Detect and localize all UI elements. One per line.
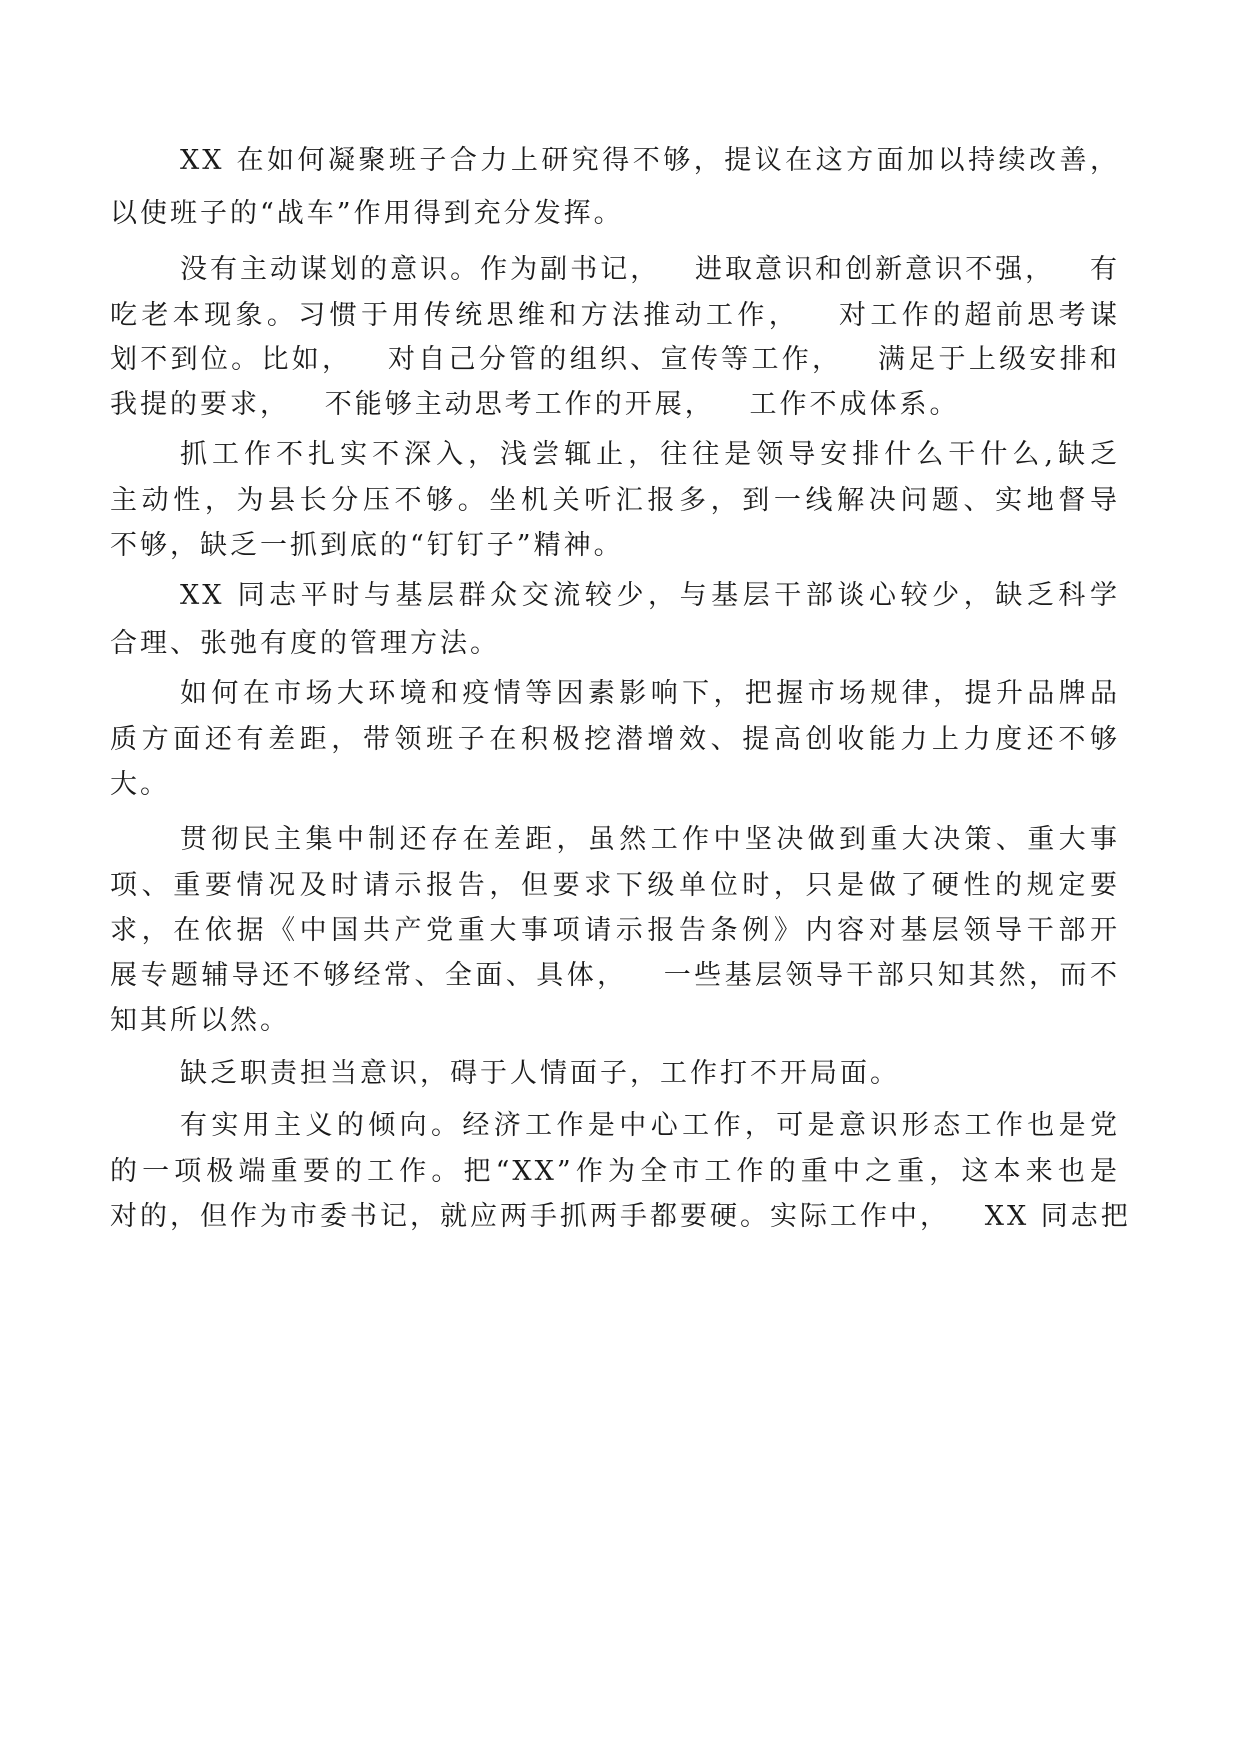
paragraph-7-line-1: 缺乏职责担当意识，碍于人情面子，工作打不开局面。 bbox=[180, 1058, 900, 1089]
paragraph-2-line-3: 划不到位。比如， 对自己分管的组织、宣传等工作， 满足于上级安排和 bbox=[110, 344, 1120, 375]
paragraph-2-line-1: 没有主动谋划的意识。作为副书记， 进取意识和创新意识不强， 有 bbox=[180, 254, 1120, 285]
paragraph-3-line-1: 抓工作不扎实不深入，浅尝辄止，往往是领导安排什么干什么,缺乏 bbox=[180, 439, 1120, 470]
paragraph-1-line-2: 以使班子的“战车”作用得到充分发挥。 bbox=[110, 198, 624, 229]
paragraph-3-line-3: 不够，缺乏一抓到底的“钉钉子”精神。 bbox=[110, 530, 624, 561]
paragraph-6-line-3: 求，在依据《中国共产党重大事项请示报告条例》内容对基层领导干部开 bbox=[110, 915, 1120, 946]
paragraph-1-line-1: XX 在如何凝聚班子合力上研究得不够，提议在这方面加以持续改善， bbox=[180, 145, 1120, 176]
paragraph-6-line-4: 展专题辅导还不够经常、全面、具体， 一些基层领导干部只知其然，而不 bbox=[110, 960, 1120, 991]
paragraph-4-line-1: XX 同志平时与基层群众交流较少，与基层干部谈心较少，缺乏科学 bbox=[180, 580, 1120, 611]
paragraph-5-line-1: 如何在市场大环境和疫情等因素影响下，把握市场规律，提升品牌品 bbox=[180, 678, 1120, 709]
paragraph-5-line-2: 质方面还有差距，带领班子在积极挖潜增效、提高创收能力上力度还不够 bbox=[110, 724, 1120, 755]
paragraph-2-line-2: 吃老本现象。习惯于用传统思维和方法推动工作， 对工作的超前思考谋 bbox=[110, 300, 1120, 331]
paragraph-6-line-1: 贯彻民主集中制还存在差距，虽然工作中坚决做到重大决策、重大事 bbox=[180, 824, 1120, 855]
paragraph-6-line-5: 知其所以然。 bbox=[110, 1005, 290, 1036]
paragraph-2-line-4: 我提的要求， 不能够主动思考工作的开展， 工作不成体系。 bbox=[110, 389, 960, 420]
paragraph-4-line-2: 合理、张弛有度的管理方法。 bbox=[110, 628, 500, 659]
paragraph-5-line-3: 大。 bbox=[110, 769, 170, 800]
paragraph-8-line-2: 的一项极端重要的工作。把“XX”作为全市工作的重中之重，这本来也是 bbox=[110, 1156, 1120, 1187]
paragraph-8-line-1: 有实用主义的倾向。经济工作是中心工作，可是意识形态工作也是党 bbox=[180, 1110, 1120, 1141]
paragraph-3-line-2: 主动性，为县长分压不够。坐机关听汇报多，到一线解决问题、实地督导 bbox=[110, 485, 1120, 516]
paragraph-6-line-2: 项、重要情况及时请示报告，但要求下级单位时，只是做了硬性的规定要 bbox=[110, 870, 1120, 901]
paragraph-8-line-3: 对的，但作为市委书记，就应两手抓两手都要硬。实际工作中， XX 同志把 bbox=[110, 1201, 1131, 1232]
